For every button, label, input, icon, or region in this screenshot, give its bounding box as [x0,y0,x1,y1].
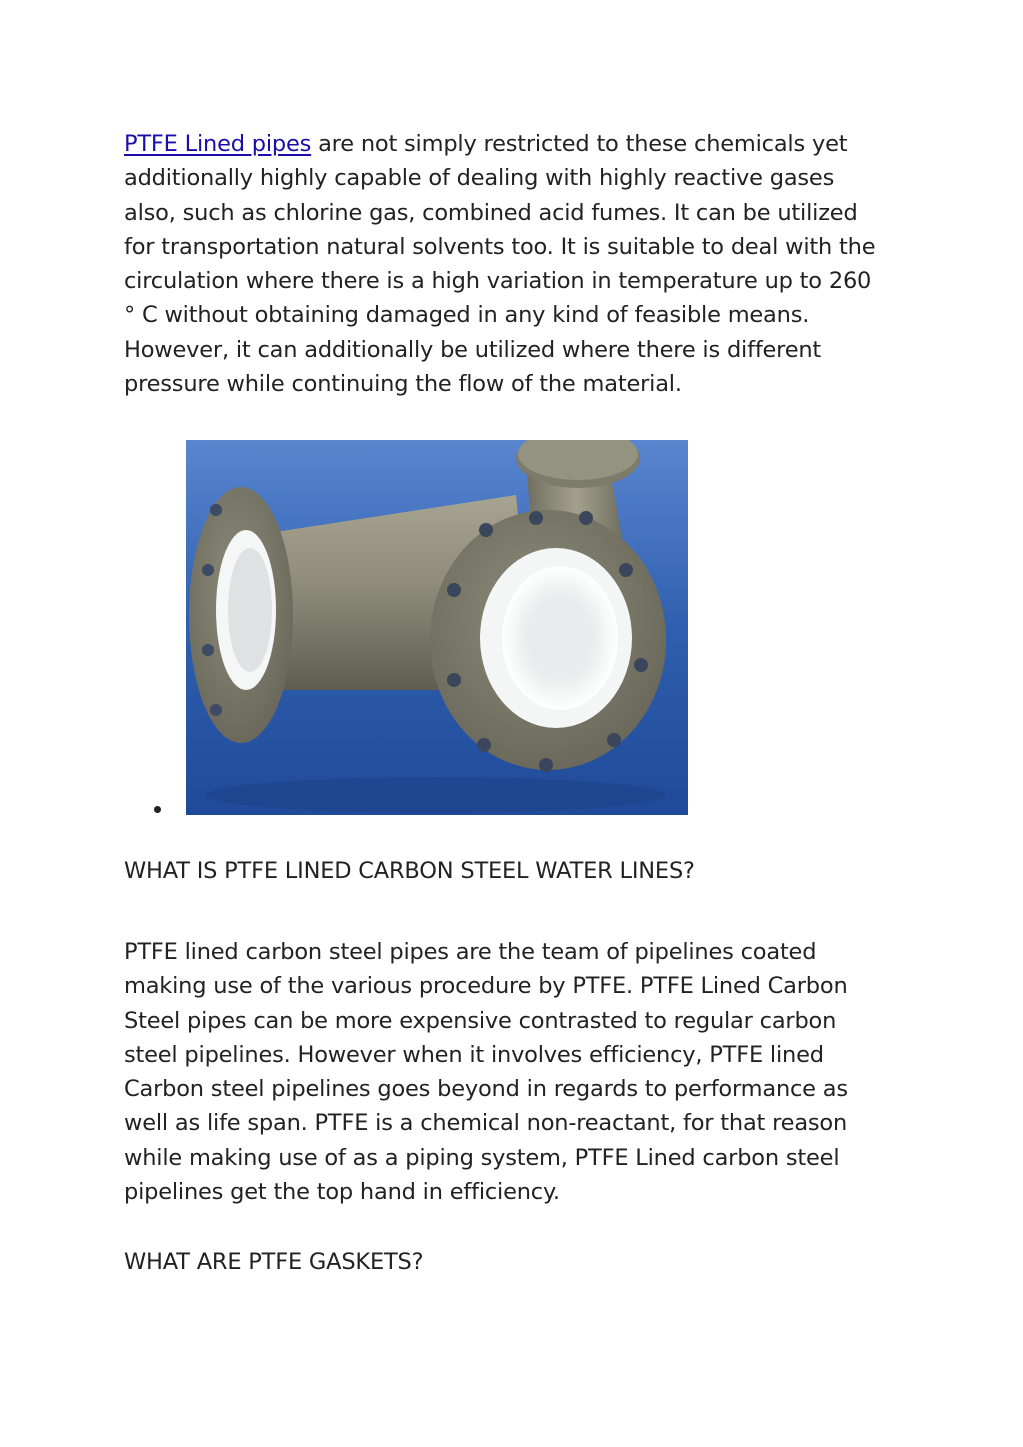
paragraph-line: steel pipelines. However when it involves efficiency, PTFE lined [124,1041,824,1068]
paragraph-line: PTFE lined carbon steel pipes are the team of pipelines coated [124,939,817,965]
paragraph-line: ° C without obtaining damaged in any kind of feasible means. [124,302,810,329]
list-bullet [154,806,161,813]
paragraph-line: well as life span. PTFE is a chemical non-reactant, for that reason [124,1110,848,1137]
paragraph-line [124,127,924,161]
paragraph-line: circulation where there is a high variation in temperature up to 260 [124,268,872,295]
paragraph-line: additionally highly capable of dealing with highly reactive gases [124,165,835,192]
paragraph-line: pressure while continuing the flow of the material. [124,371,682,398]
section-heading-carbon-steel: WHAT IS PTFE LINED CARBON STEEL WATER LINES? [124,858,695,884]
ptfe-lined-pipes-link[interactable]: PTFE Lined pipes [124,131,312,157]
paragraph-line: Steel pipes can be more expensive contrasted to regular carbon [124,1007,837,1034]
ptfe-lined-tee-pipe-photo [186,440,688,815]
paragraph-line: for transportation natural solvents too. It is suitable to deal with the [124,233,876,260]
paragraph-text: are not simply restricted to these chemicals yet [311,131,848,157]
paragraph-line: pipelines get the top hand in efficiency. [124,1179,560,1206]
paragraph-line: However, it can additionally be utilized where there is different [124,336,822,363]
intro-paragraph [124,127,924,401]
paragraph-line: making use of the various procedure by PTFE. PTFE Lined Carbon [124,973,848,1000]
section-heading-gaskets: WHAT ARE PTFE GASKETS? [124,1249,424,1275]
paragraph-line: Carbon steel pipelines goes beyond in regards to performance as [124,1076,848,1103]
carbon-steel-paragraph [124,935,924,1209]
paragraph-line: while making use of as a piping system, PTFE Lined carbon steel [124,1144,840,1171]
paragraph-line: also, such as chlorine gas, combined acid fumes. It can be utilized [124,199,858,226]
